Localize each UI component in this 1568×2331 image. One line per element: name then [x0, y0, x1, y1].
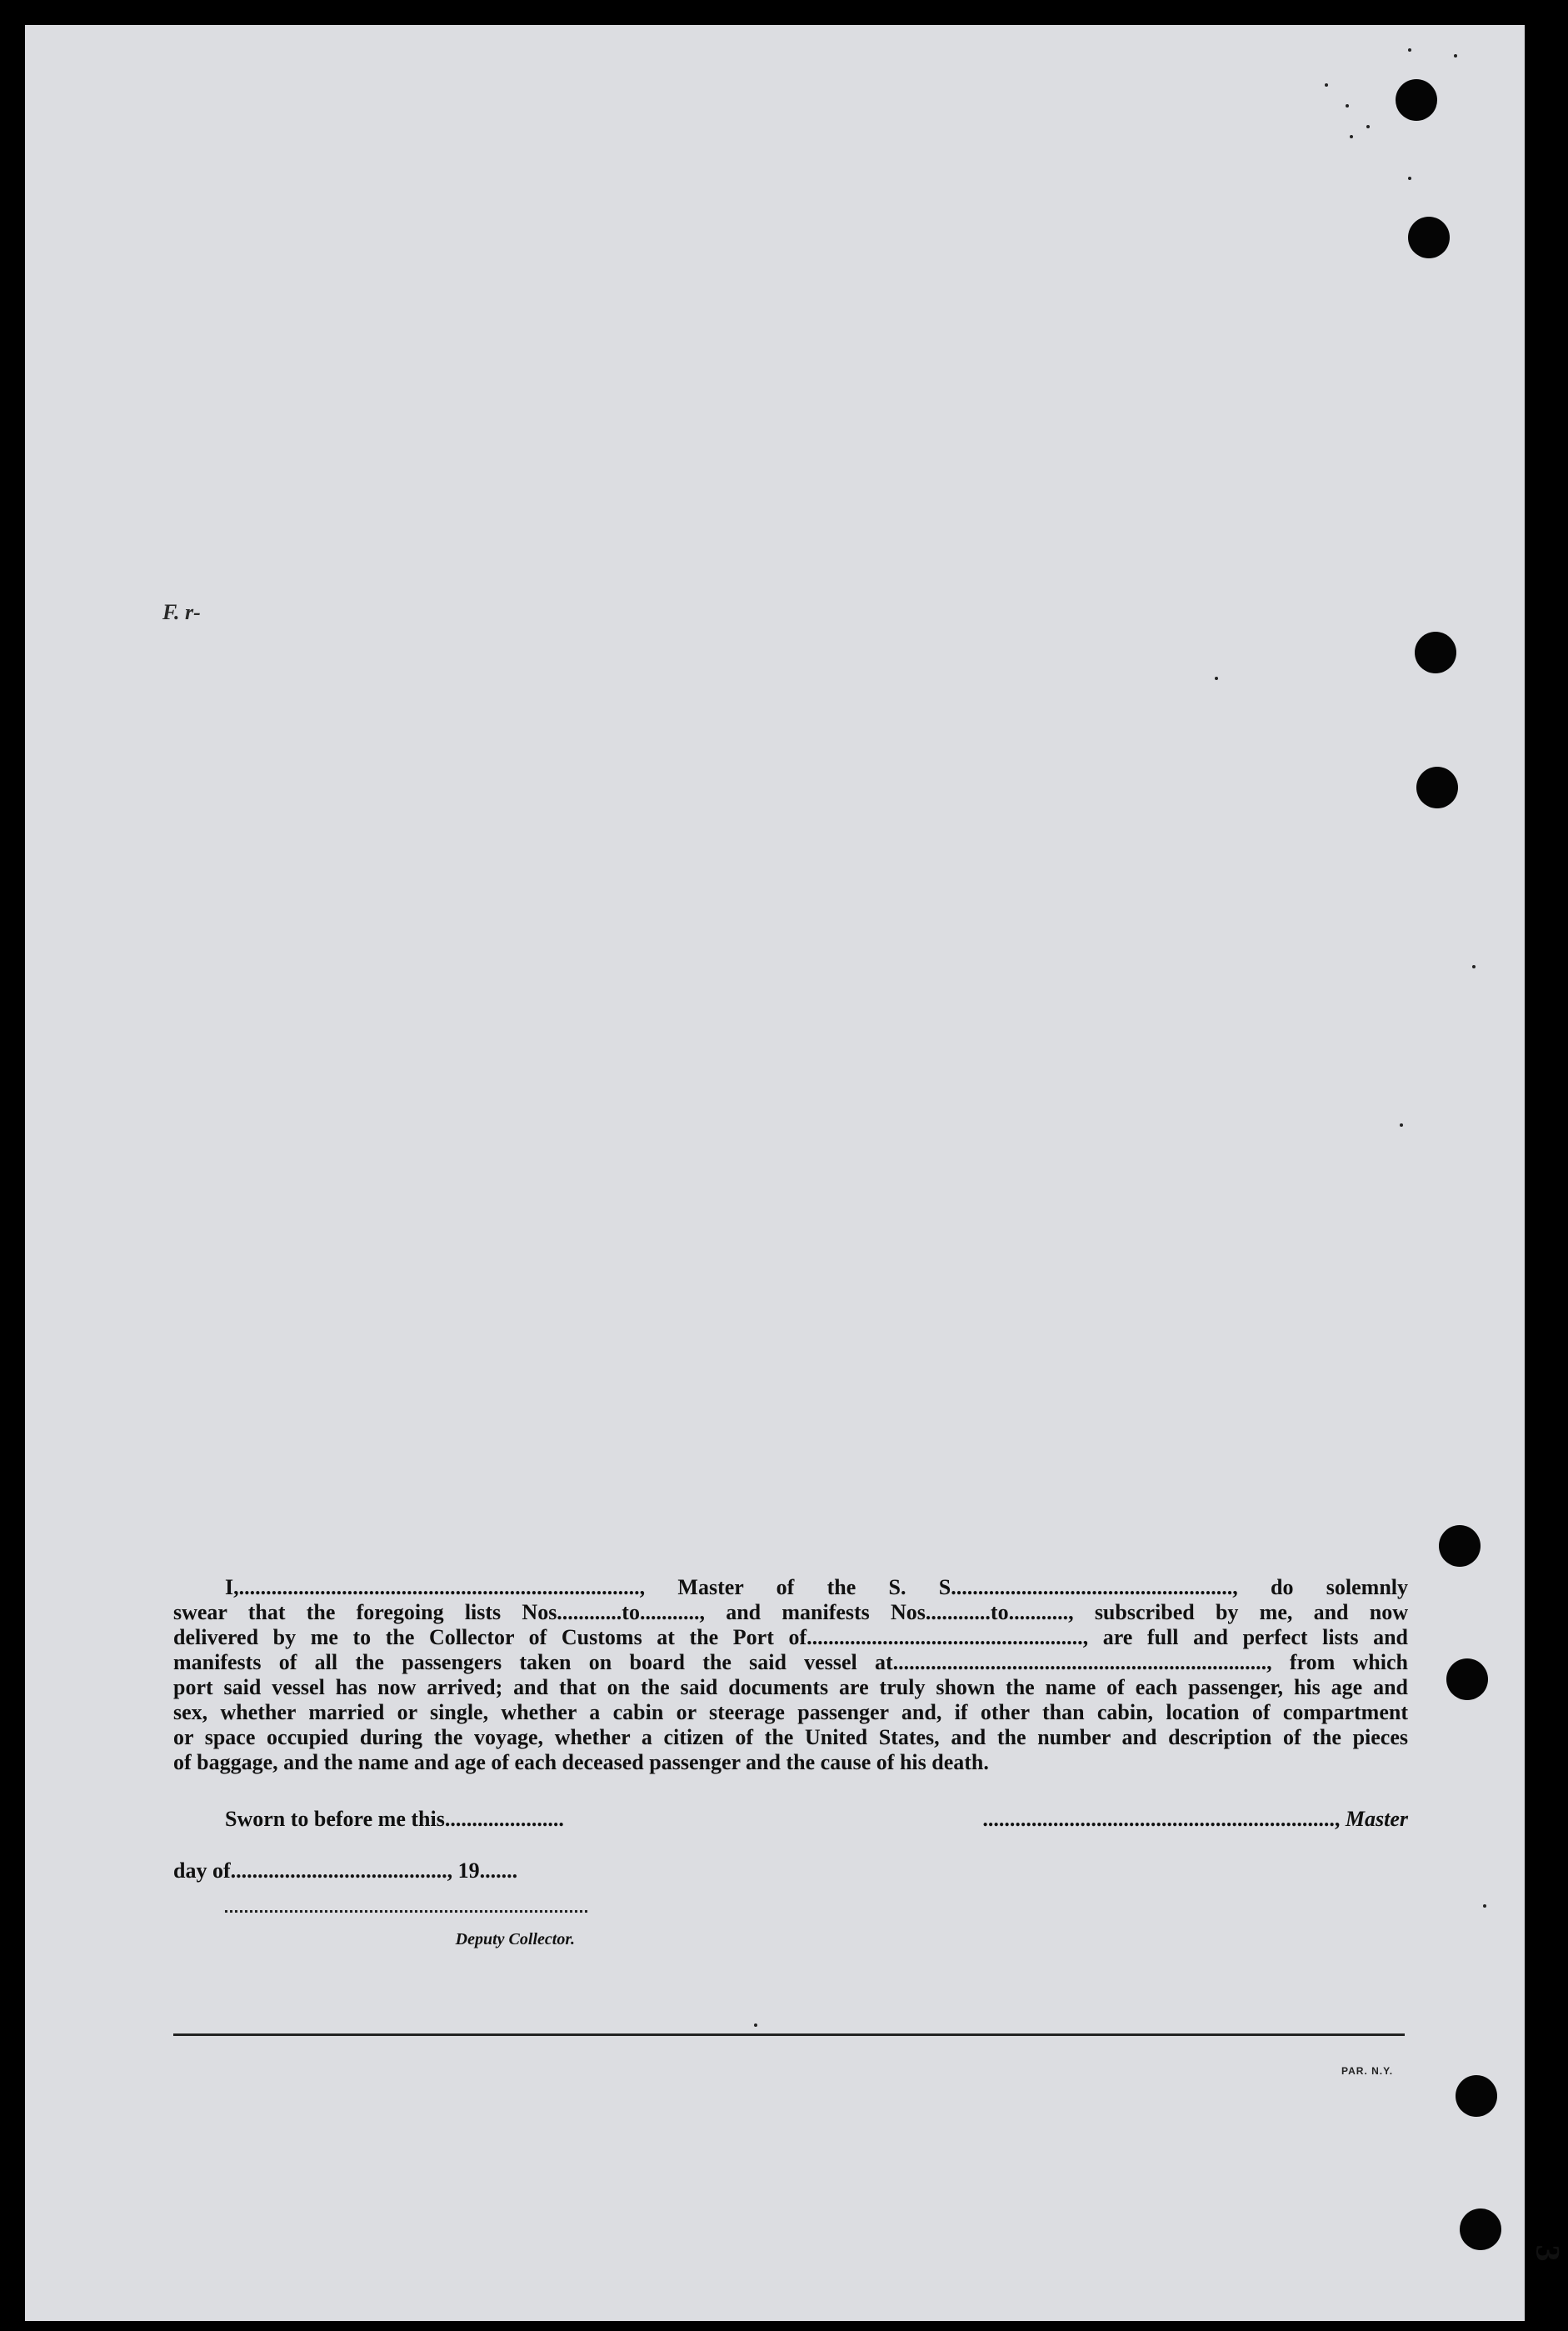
oath-line: of baggage, and the name and age of each deceased passenger and the cause of his death. [173, 1750, 989, 1774]
punch-hole [1396, 79, 1437, 121]
day-line: day of........................................, 19....... [173, 1858, 518, 1883]
oath-line: port said vessel has now arrived; and that on the said documents are truly shown the name of each passenger, his age and [173, 1675, 1408, 1699]
sworn-statement [173, 1807, 564, 1832]
punch-hole [1415, 632, 1456, 673]
speck [1472, 965, 1476, 968]
oath-line: or space occupied during the voyage, whether a citizen of the United States, and the number and description of the pieces [173, 1725, 1408, 1749]
speck [1215, 677, 1218, 680]
punch-hole [1460, 2208, 1501, 2250]
margin-note: F. r- [162, 600, 201, 624]
master-label: Master [1345, 1807, 1408, 1831]
punch-hole [1456, 2075, 1497, 2117]
master-signature-line [904, 1807, 1408, 1832]
punch-hole [1439, 1525, 1481, 1567]
printer-imprint: PAR. N.Y. [1341, 2065, 1394, 2077]
horizontal-rule [173, 2033, 1405, 2036]
speck [1350, 135, 1353, 138]
sworn-text: Sworn to before me this...................... [225, 1807, 564, 1831]
punch-hole [1408, 217, 1450, 258]
speck [1483, 1904, 1486, 1908]
oath-line: I,.........................................................................., Master of the S. S...................................................., do solemnly [225, 1575, 1408, 1599]
punch-hole [1416, 767, 1458, 808]
speck [1400, 1123, 1403, 1127]
oath-line: manifests of all the passengers taken on board the said vessel at....................................................................., from which [173, 1650, 1408, 1674]
speck [1454, 54, 1457, 58]
speck [1408, 48, 1411, 52]
speck [1325, 83, 1328, 87]
oath-line: swear that the foregoing lists Nos............to..........., and manifests Nos............to..........., subscribed by me, and now [173, 1600, 1408, 1624]
document-sheet [25, 25, 1525, 2321]
speck [1346, 104, 1349, 108]
oath-paragraph [173, 1575, 1408, 1775]
oath-line: delivered by me to the Collector of Customs at the Port of..................................................., are full and perfect lists and [173, 1625, 1408, 1649]
speck [754, 2023, 757, 2027]
master-dots: ................................................................., [982, 1807, 1341, 1831]
speck [1366, 125, 1370, 128]
speck [1408, 177, 1411, 180]
deputy-signature-dots [225, 1910, 587, 1913]
oath-line: sex, whether married or single, whether a cabin or steerage passenger and, if other than cabin, location of compartment [173, 1700, 1408, 1724]
deputy-collector-label: Deputy Collector. [455, 1930, 575, 1948]
punch-hole [1446, 1658, 1488, 1700]
edge-mark: 3 [1529, 2244, 1567, 2262]
